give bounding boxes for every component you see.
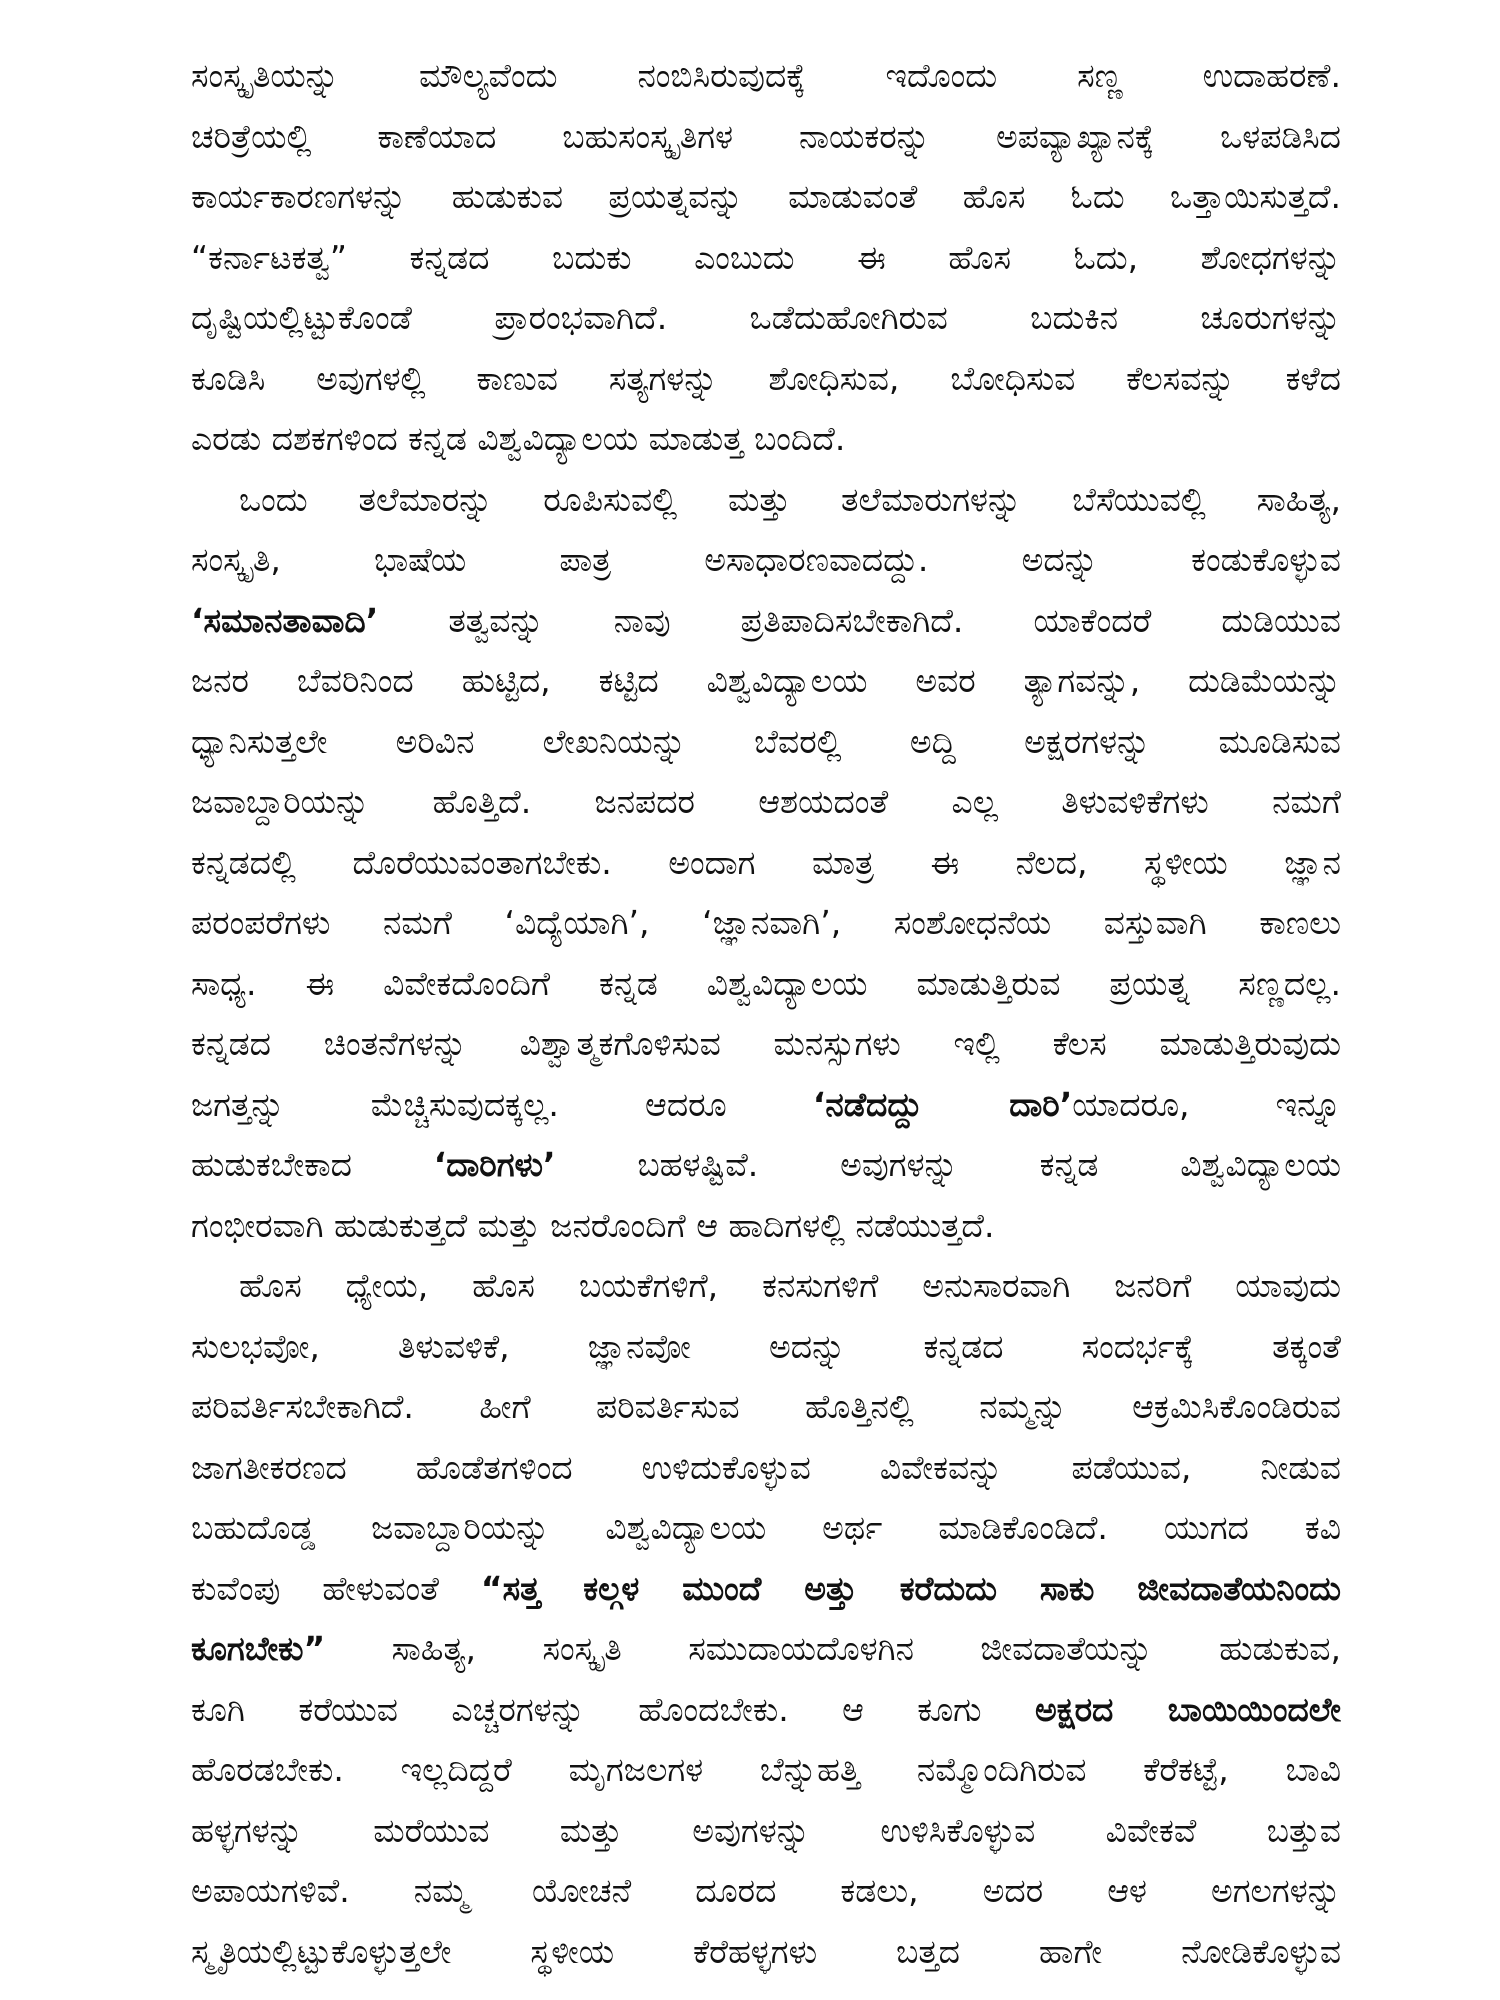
text-segment: ಜಾಗತೀಕರಣದ ಹೊಡೆತಗಳಿಂದ ಉಳಿದುಕೊಳ್ಳುವ ವಿವೇಕವನ್ನು ಪಡೆಯುವ, ನೀಡುವ bbox=[191, 1447, 1341, 1487]
text-line bbox=[191, 651, 1341, 712]
text-segment: ಗಂಭೀರವಾಗಿ ಹುಡುಕುತ್ತದೆ ಮತ್ತು ಜನರೊಂದಿಗೆ ಆ ಹಾದಿಗಳಲ್ಲಿ ನಡೆಯುತ್ತದೆ. bbox=[191, 1205, 995, 1245]
text-segment: ಬಹುದೊಡ್ಡ ಜವಾಬ್ದಾರಿಯನ್ನು ವಿಶ್ವವಿದ್ಯಾಲಯ ಅರ್ಥ ಮಾಡಿಕೊಂಡಿದೆ. ಯುಗದ ಕವಿ bbox=[191, 1508, 1341, 1547]
text-segment: ಹೊರಡಬೇಕು. ಇಲ್ಲದಿದ್ದರೆ ಮೃಗಜಲಗಳ ಬೆನ್ನುಹತ್ತಿ ನಮ್ಮೊಂದಿಗಿರುವ ಕೆರೆಕಟ್ಟೆ, ಬಾವಿ bbox=[191, 1750, 1341, 1789]
bold-quote: ಕೂಗಬೇಕು” bbox=[191, 1629, 326, 1668]
text-line bbox=[191, 1014, 1341, 1075]
text-line bbox=[191, 954, 1341, 1015]
bold-text: ‘ದಾರಿಗಳು’ bbox=[433, 1145, 556, 1184]
text-line bbox=[191, 46, 1341, 107]
text-segment: ತತ್ವವನ್ನು ನಾವು ಪ್ರತಿಪಾದಿಸಬೇಕಾಗಿದೆ. ಯಾಕೆಂದರೆ ದುಡಿಯುವ bbox=[378, 600, 1341, 640]
text-segment: ಜಗತ್ತನ್ನು ಮೆಚ್ಚಿಸುವುದಕ್ಕಲ್ಲ. ಆದರೂ bbox=[191, 1084, 813, 1124]
text-line bbox=[191, 833, 1341, 894]
text-line bbox=[191, 1196, 1341, 1257]
bold-text: ಅಕ್ಷರದ ಬಾಯಿಯಿಂದಲೇ bbox=[1034, 1689, 1341, 1729]
text-segment: ಕಾರ್ಯಕಾರಣಗಳನ್ನು ಹುಡುಕುವ ಪ್ರಯತ್ನವನ್ನು ಮಾಡುವಂತೆ ಹೊಸ ಓದು ಒತ್ತಾಯಿಸುತ್ತದೆ. bbox=[191, 177, 1341, 216]
text-segment: ದೃಷ್ಟಿಯಲ್ಲಿಟ್ಟುಕೊಂಡೆ ಪ್ರಾರಂಭವಾಗಿದೆ. ಒಡೆದುಹೋಗಿರುವ ಬದುಕಿನ ಚೂರುಗಳನ್ನು bbox=[191, 298, 1341, 337]
text-segment: ಸಾಹಿತ್ಯ, ಸಂಸ್ಕೃತಿ ಸಮುದಾಯದೊಳಗಿನ ಜೀವದಾತೆಯನ್ನು ಹುಡುಕುವ, bbox=[325, 1629, 1341, 1668]
text-segment: ಕುವೆಂಪು ಹೇಳುವಂತೆ bbox=[191, 1568, 481, 1608]
text-segment: ಜವಾಬ್ದಾರಿಯನ್ನು ಹೊತ್ತಿದೆ. ಜನಪದರ ಆಶಯದಂತೆ ಎಲ್ಲ ತಿಳುವಳಿಕೆಗಳು ನಮಗೆ bbox=[191, 782, 1341, 821]
text-segment: ಸ್ಮೃತಿಯಲ್ಲಿಟ್ಟುಕೊಳ್ಳುತ್ತಲೇ ಸ್ಥಳೀಯ ಕೆರೆಹಳ್ಳಗಳು ಬತ್ತದ ಹಾಗೇ ನೋಡಿಕೊಳ್ಳುವ bbox=[191, 1931, 1341, 1971]
text-segment: ಧ್ಯಾನಿಸುತ್ತಲೇ ಅರಿವಿನ ಲೇಖನಿಯನ್ನು ಬೆವರಲ್ಲಿ ಅದ್ದಿ ಅಕ್ಷರಗಳನ್ನು ಮೂಡಿಸುವ bbox=[191, 721, 1341, 761]
text-line bbox=[191, 107, 1341, 168]
text-line bbox=[191, 1135, 1341, 1196]
text-segment: ಚರಿತ್ರೆಯಲ್ಲಿ ಕಾಣೆಯಾದ ಬಹುಸಂಸ್ಕೃತಿಗಳ ನಾಯಕರನ್ನು ಅಪವ್ಯಾಖ್ಯಾನಕ್ಕೆ ಒಳಪಡಿಸಿದ bbox=[191, 116, 1341, 156]
text-line bbox=[191, 470, 1341, 531]
text-line bbox=[191, 1740, 1341, 1801]
text-line bbox=[191, 409, 1341, 470]
paragraph bbox=[191, 1256, 1341, 1982]
text-line bbox=[191, 1801, 1341, 1862]
text-line bbox=[191, 1861, 1341, 1922]
text-segment: ಅಪಾಯಗಳಿವೆ. ನಮ್ಮ ಯೋಚನೆ ದೂರದ ಕಡಲು, ಅದರ ಆಳ ಅಗಲಗಳನ್ನು bbox=[191, 1871, 1341, 1910]
text-line bbox=[191, 530, 1341, 591]
text-line bbox=[191, 1922, 1341, 1983]
text-line bbox=[191, 1559, 1341, 1620]
text-segment: ಕೂಗಿ ಕರೆಯುವ ಎಚ್ಚರಗಳನ್ನು ಹೊಂದಬೇಕು. ಆ ಕೂಗು bbox=[191, 1689, 1035, 1729]
text-line bbox=[191, 167, 1341, 228]
text-segment: ಯಾದರೂ, ಇನ್ನೂ bbox=[1072, 1084, 1341, 1124]
text-segment: ಸುಲಭವೋ, ತಿಳುವಳಿಕೆ, ಜ್ಞಾನವೋ ಅದನ್ನು ಕನ್ನಡದ ಸಂದರ್ಭಕ್ಕೆ ತಕ್ಕಂತೆ bbox=[191, 1326, 1341, 1366]
bold-quote: “ಸತ್ತ ಕಲ್ಗಳ ಮುಂದೆ ಅತ್ತು ಕರೆದುದು ಸಾಕು ಜೀವದಾತೆಯನಿಂದು bbox=[480, 1568, 1341, 1608]
text-segment: “ಕರ್ನಾಟಕತ್ವ” ಕನ್ನಡದ ಬದುಕು ಎಂಬುದು ಈ ಹೊಸ ಓದು, ಶೋಧಗಳನ್ನು bbox=[191, 237, 1341, 277]
text-line bbox=[191, 1256, 1341, 1317]
text-segment: ಪರಂಪರೆಗಳು ನಮಗೆ ‘ವಿದ್ಯೆಯಾಗಿ’, ‘ಜ್ಞಾನವಾಗಿ’, ಸಂಶೋಧನೆಯ ವಸ್ತುವಾಗಿ ಕಾಣಲು bbox=[191, 903, 1341, 942]
text-segment: ಹೊಸ ಧ್ಯೇಯ, ಹೊಸ ಬಯಕೆಗಳಿಗೆ, ಕನಸುಗಳಿಗೆ ಅನುಸಾರವಾಗಿ ಜನರಿಗೆ ಯಾವುದು bbox=[239, 1266, 1341, 1305]
bold-text: ‘ಸಮಾನತಾವಾದಿ’ bbox=[191, 600, 379, 640]
bold-text: ‘ನಡೆದದ್ದು ದಾರಿ’ bbox=[812, 1084, 1073, 1124]
text-line bbox=[191, 288, 1341, 349]
text-line bbox=[191, 1317, 1341, 1378]
text-segment: ಕೂಡಿಸಿ ಅವುಗಳಲ್ಲಿ ಕಾಣುವ ಸತ್ಯಗಳನ್ನು ಶೋಧಿಸುವ, ಬೋಧಿಸುವ ಕೆಲಸವನ್ನು ಕಳೆದ bbox=[191, 358, 1341, 398]
text-segment: ಒಂದು ತಲೆಮಾರನ್ನು ರೂಪಿಸುವಲ್ಲಿ ಮತ್ತು ತಲೆಮಾರುಗಳನ್ನು ಬೆಸೆಯುವಲ್ಲಿ ಸಾಹಿತ್ಯ, bbox=[239, 479, 1341, 519]
text-line bbox=[191, 893, 1341, 954]
text-line bbox=[191, 1619, 1341, 1680]
text-segment: ಪರಿವರ್ತಿಸಬೇಕಾಗಿದೆ. ಹೀಗೆ ಪರಿವರ್ತಿಸುವ ಹೊತ್ತಿನಲ್ಲಿ ನಮ್ಮನ್ನು ಆಕ್ರಮಿಸಿಕೊಂಡಿರುವ bbox=[191, 1387, 1341, 1426]
paragraph bbox=[191, 46, 1341, 470]
text-segment: ಎರಡು ದಶಕಗಳಿಂದ ಕನ್ನಡ ವಿಶ್ವವಿದ್ಯಾಲಯ ಮಾಡುತ್ತ ಬಂದಿದೆ. bbox=[191, 419, 846, 458]
text-line bbox=[191, 1377, 1341, 1438]
text-line bbox=[191, 1075, 1341, 1136]
text-line bbox=[191, 591, 1341, 652]
text-segment: ಹುಡುಕಬೇಕಾದ bbox=[191, 1145, 434, 1184]
text-segment: ಕನ್ನಡದಲ್ಲಿ ದೊರೆಯುವಂತಾಗಬೇಕು. ಅಂದಾಗ ಮಾತ್ರ ಈ ನೆಲದ, ಸ್ಥಳೀಯ ಜ್ಞಾನ bbox=[191, 842, 1341, 882]
text-line bbox=[191, 712, 1341, 773]
text-segment: ಸಂಸ್ಕೃತಿ, ಭಾಷೆಯ ಪಾತ್ರ ಅಸಾಧಾರಣವಾದದ್ದು. ಅದನ್ನು ಕಂಡುಕೊಳ್ಳುವ bbox=[191, 540, 1341, 579]
text-line bbox=[191, 1438, 1341, 1499]
text-line bbox=[191, 772, 1341, 833]
text-line bbox=[191, 1498, 1341, 1559]
text-segment: ಸಾಧ್ಯ. ಈ ವಿವೇಕದೊಂದಿಗೆ ಕನ್ನಡ ವಿಶ್ವವಿದ್ಯಾಲಯ ಮಾಡುತ್ತಿರುವ ಪ್ರಯತ್ನ ಸಣ್ಣದಲ್ಲ. bbox=[191, 963, 1341, 1003]
text-line bbox=[191, 1680, 1341, 1741]
text-line bbox=[191, 228, 1341, 289]
text-segment: ಬಹಳಷ್ಟಿವೆ. ಅವುಗಳನ್ನು ಕನ್ನಡ ವಿಶ್ವವಿದ್ಯಾಲಯ bbox=[555, 1145, 1341, 1184]
paragraph bbox=[191, 470, 1341, 1257]
body-text bbox=[191, 46, 1341, 1982]
text-segment: ಸಂಸ್ಕೃತಿಯನ್ನು ಮೌಲ್ಯವೆಂದು ನಂಬಿಸಿರುವುದಕ್ಕೆ ಇದೊಂದು ಸಣ್ಣ ಉದಾಹರಣೆ. bbox=[191, 56, 1341, 95]
text-line bbox=[191, 349, 1341, 410]
text-segment: ಹಳ್ಳಗಳನ್ನು ಮರೆಯುವ ಮತ್ತು ಅವುಗಳನ್ನು ಉಳಿಸಿಕೊಳ್ಳುವ ವಿವೇಕವೆ ಬತ್ತುವ bbox=[191, 1810, 1341, 1850]
text-segment: ಜನರ ಬೆವರಿನಿಂದ ಹುಟ್ಟಿದ, ಕಟ್ಟಿದ ವಿಶ್ವವಿದ್ಯಾಲಯ ಅವರ ತ್ಯಾಗವನ್ನು, ದುಡಿಮೆಯನ್ನು bbox=[191, 661, 1341, 700]
text-segment: ಕನ್ನಡದ ಚಿಂತನೆಗಳನ್ನು ವಿಶ್ವಾತ್ಮಕಗೊಳಿಸುವ ಮನಸ್ಸುಗಳು ಇಲ್ಲಿ ಕೆಲಸ ಮಾಡುತ್ತಿರುವುದು bbox=[191, 1024, 1341, 1063]
